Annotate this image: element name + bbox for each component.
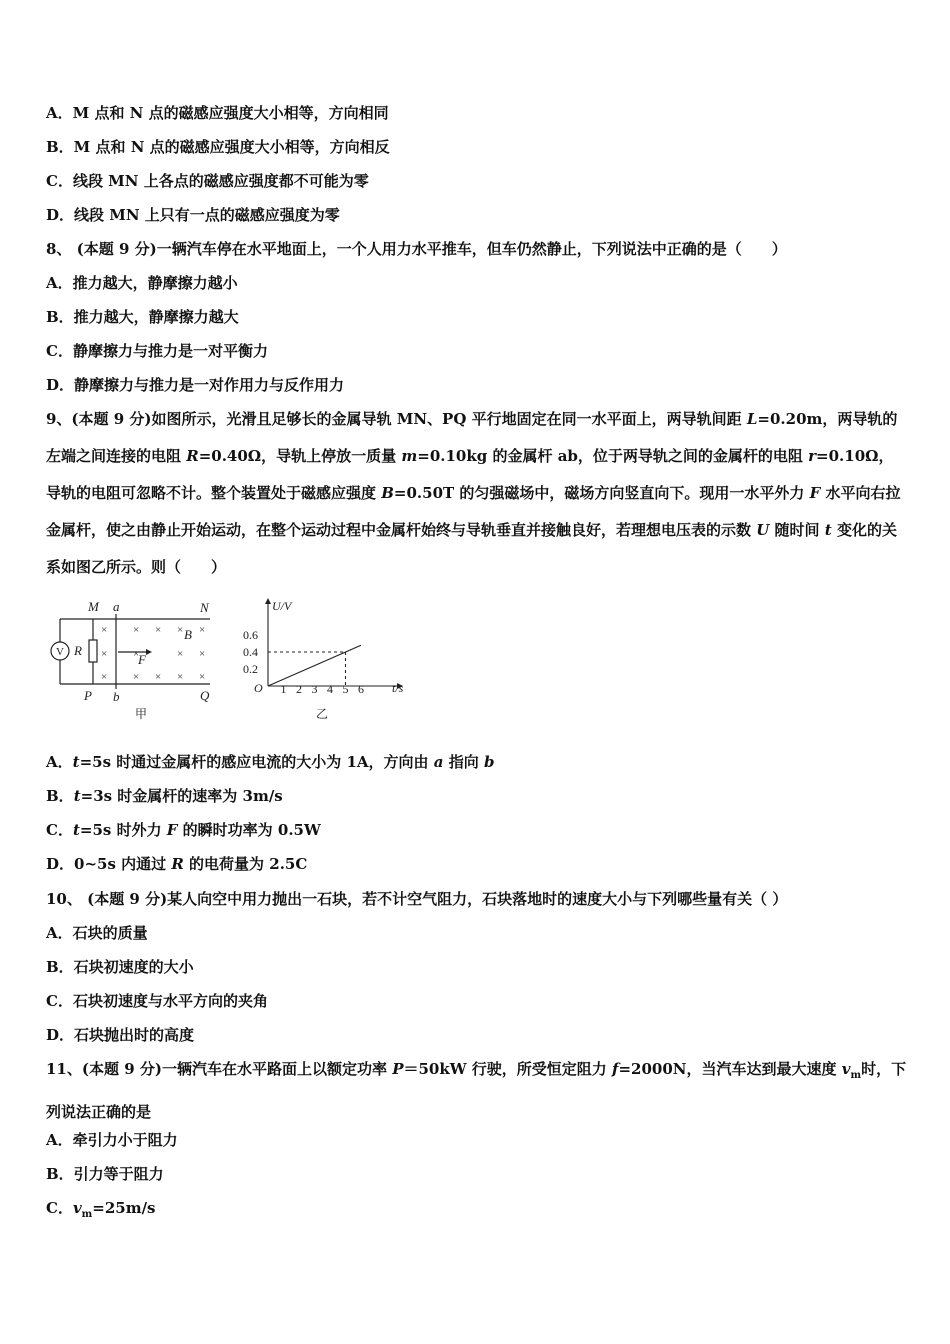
q7-option-b: B．M 点和 N 点的磁感应强度大小相等，方向相反 bbox=[46, 138, 390, 156]
voltmeter-label: V bbox=[56, 646, 64, 658]
field-cross: × bbox=[177, 648, 184, 660]
label-p: P bbox=[84, 688, 92, 703]
q11-option-b: B．引力等于阻力 bbox=[46, 1165, 164, 1183]
q8-option-c: C．静摩擦力与推力是一对平衡力 bbox=[46, 342, 268, 360]
q8-option-d: D．静摩擦力与推力是一对作用力与反作用力 bbox=[46, 376, 345, 394]
q10-stem: 10、 (本题 9 分)某人向空中用力抛出一石块，若不计空气阻力，石块落地时的速度大小与下列哪些量有关（ ） bbox=[46, 890, 788, 908]
label-m: M bbox=[88, 599, 99, 614]
graph-line bbox=[268, 645, 361, 686]
q10-option-c: C．石块初速度与水平方向的夹角 bbox=[46, 992, 268, 1010]
field-cross: × bbox=[133, 648, 140, 660]
graph-ytick-label: 0.6 bbox=[243, 628, 258, 642]
field-cross: × bbox=[199, 624, 206, 636]
label-n: N bbox=[200, 600, 209, 615]
resistor-label: R bbox=[74, 643, 82, 658]
q8-stem: 8、 (本题 9 分)一辆汽车停在水平地面上，一个人用力水平推车，但车仍然静止，下列说法中正确的是（ ） bbox=[46, 240, 787, 258]
graph-xtick-label: 5 bbox=[342, 682, 349, 696]
q7-option-a: A．M 点和 N 点的磁感应强度大小相等，方向相同 bbox=[46, 104, 389, 122]
force-arrow-head bbox=[146, 649, 152, 655]
graph-xtick-label: 1 bbox=[280, 682, 287, 696]
label-force-f: F bbox=[138, 652, 146, 667]
q9-stem: 9、(本题 9 分)如图所示，光滑且足够长的金属导轨 MN、PQ 平行地固定在同一水平面上，两导轨间距 L=0.20m，两导轨的左端之间连接的电阻 R=0.40Ω，导轨上停放一质量 m=0.10kg 的金属杆 ab，位于两导轨之间的金属杆的电阻 r=0.10Ω，导轨的电阻可忽略不计。整个装置处于磁感应强度 B=0.50T 的匀强磁场中，磁场方向竖直向下。现用一水平外力 F 水平向右拉金属杆，使之由静止开始运动，在整个运动过程中金属杆始终与导轨垂直并接触良好，若理想电压表的示数 U 随时间 t 变化的关系如图乙所示。则（ ） bbox=[46, 410, 901, 576]
graph-xtick-label: 6 bbox=[358, 682, 364, 696]
q11-option-a: A．牵引力小于阻力 bbox=[46, 1131, 178, 1149]
q9-figure bbox=[40, 594, 420, 724]
q9-option-c: C．t=5s 时外力 F 的瞬时功率为 0.5W bbox=[46, 821, 321, 839]
graph-ytick-label: 0.2 bbox=[243, 662, 258, 676]
label-q: Q bbox=[200, 688, 210, 703]
q9-option-b: B．t=3s 时金属杆的速率为 3m/s bbox=[46, 787, 283, 805]
field-cross: × bbox=[177, 624, 184, 636]
label-a: a bbox=[113, 599, 120, 614]
resistor-icon bbox=[89, 640, 97, 662]
field-cross: × bbox=[177, 671, 184, 683]
field-cross: × bbox=[101, 671, 108, 683]
label-field-b: B bbox=[184, 627, 192, 642]
field-cross: × bbox=[199, 648, 206, 660]
field-cross: × bbox=[155, 671, 162, 683]
field-cross: × bbox=[199, 671, 206, 683]
graph-xtick-label: 2 bbox=[296, 682, 302, 696]
q9-option-d: D．0~5s 内通过 R 的电荷量为 2.5C bbox=[46, 855, 308, 873]
field-cross: × bbox=[155, 624, 162, 636]
graph-y-label: U/V bbox=[272, 599, 292, 613]
q10-option-b: B．石块初速度的大小 bbox=[46, 958, 194, 976]
graph-xtick-label: 4 bbox=[327, 682, 333, 696]
field-cross: × bbox=[133, 671, 140, 683]
figure-caption-jia: 甲 bbox=[135, 707, 148, 721]
circuit-labels bbox=[56, 599, 210, 721]
q7-option-c: C．线段 MN 上各点的磁感应强度都不可能为零 bbox=[46, 172, 369, 190]
q7-option-d: D．线段 MN 上只有一点的磁感应强度为零 bbox=[46, 206, 340, 224]
field-cross: × bbox=[133, 624, 140, 636]
q11-option-c: C．$v_m=25m/s$ bbox=[46, 1199, 156, 1220]
graph-ytick-label: 0.4 bbox=[243, 645, 258, 659]
graph-xtick-label: 3 bbox=[311, 682, 318, 696]
field-cross: × bbox=[101, 624, 108, 636]
q8-option-a: A．推力越大，静摩擦力越小 bbox=[46, 274, 238, 292]
q10-option-d: D．石块抛出时的高度 bbox=[46, 1026, 195, 1044]
q11-stem: 11、(本题 9 分)一辆汽车在水平路面上以额定功率 P＝50kW 行驶，所受恒定阻力 f=2000N，当汽车达到最大速度 $v_m$时，下列说法正确的是 bbox=[46, 1060, 907, 1121]
q8-option-b: B．推力越大，静摩擦力越大 bbox=[46, 308, 239, 326]
graph-y-arrow bbox=[265, 598, 271, 604]
graph-origin: O bbox=[254, 681, 263, 695]
graph-labels bbox=[243, 599, 404, 721]
q10-option-a: A．石块的质量 bbox=[46, 924, 148, 942]
q9-option-a: A．t=5s 时通过金属杆的感应电流的大小为 1A，方向由 a 指向 b bbox=[46, 753, 495, 771]
field-cross: × bbox=[101, 648, 108, 660]
figure-caption-yi: 乙 bbox=[316, 707, 329, 721]
graph-x-label: t/s bbox=[392, 681, 404, 695]
label-b: b bbox=[113, 689, 120, 704]
